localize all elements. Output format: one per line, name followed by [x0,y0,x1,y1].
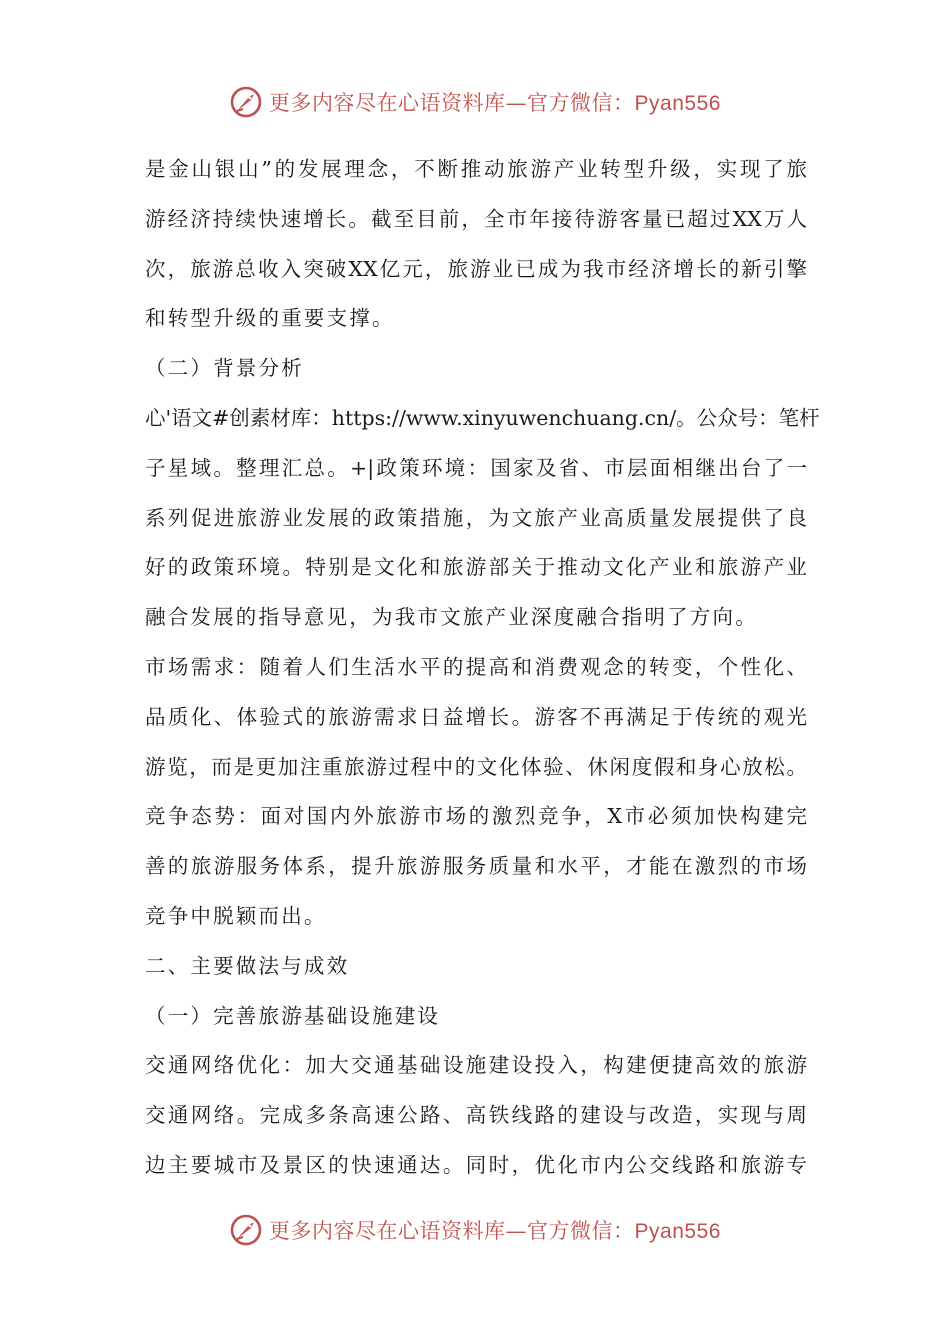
section-heading: （一）完善旅游基础设施建设 [145,1003,441,1028]
footer-banner [0,1210,950,1250]
paragraph-line: 心'语文#创素材库：https://www.xinyuwenchuang.cn/。公众号：笔杆 [145,405,820,430]
paragraph-line: 融合发展的指导意见，为我市文旅产业深度融合指明了方向。 [145,605,758,630]
wechat-id: Pyan556 [634,92,721,115]
paragraph-line: 和转型升级的重要支撑。 [145,306,395,331]
paragraph-line: 是金山银山”的发展理念，不断推动旅游产业转型升级，实现了旅 [145,157,807,181]
paragraph-line: 子星域。整理汇总。+|政策环境：国家及省、市层面相继出台了一 [145,455,807,480]
section-heading: （二）背景分析 [145,356,304,381]
pen-nib-logo-icon [229,85,263,119]
document-body [145,145,820,1191]
paragraph-line: 善的旅游服务体系，提升旅游服务质量和水平，才能在激烈的市场 [145,854,807,879]
paragraph-line: 好的政策环境。特别是文化和旅游部关于推动文化产业和旅游产业 [145,555,807,580]
wechat-id: Pyan556 [634,1220,721,1243]
header-banner [0,82,950,122]
paragraph-line: 次，旅游总收入突破XX亿元，旅游业已成为我市经济增长的新引擎 [145,256,807,281]
paragraph-line: 品质化、体验式的旅游需求日益增长。游客不再满足于传统的观光 [145,704,807,729]
paragraph-line: 竞争态势：面对国内外旅游市场的激烈竞争，X市必须加快构建完 [145,804,807,829]
paragraph-line: 边主要城市及景区的快速通达。同时，优化市内公交线路和旅游专 [145,1152,807,1177]
paragraph-line: 交通网络优化：加大交通基础设施建设投入，构建便捷高效的旅游 [145,1053,807,1078]
pen-nib-logo-icon [229,1213,263,1247]
section-heading: 二、主要做法与成效 [145,953,350,978]
banner-text: 更多内容尽在心语资料库—官方微信：Pyan556 [269,91,721,115]
paragraph-line: 系列促进旅游业发展的政策措施，为文旅产业高质量发展提供了良 [145,505,807,530]
paragraph-line: 市场需求：随着人们生活水平的提高和消费观念的转变，个性化、 [145,654,807,679]
paragraph-line: 竞争中脱颖而出。 [145,903,327,928]
banner-text: 更多内容尽在心语资料库—官方微信：Pyan556 [269,1219,721,1243]
paragraph-line: 游经济持续快速增长。截至目前，全市年接待游客量已超过XX万人 [145,206,807,231]
paragraph-line: 交通网络。完成多条高速公路、高铁线路的建设与改造，实现与周 [145,1103,807,1128]
paragraph-line: 游览，而是更加注重旅游过程中的文化体验、休闲度假和身心放松。 [145,754,807,779]
